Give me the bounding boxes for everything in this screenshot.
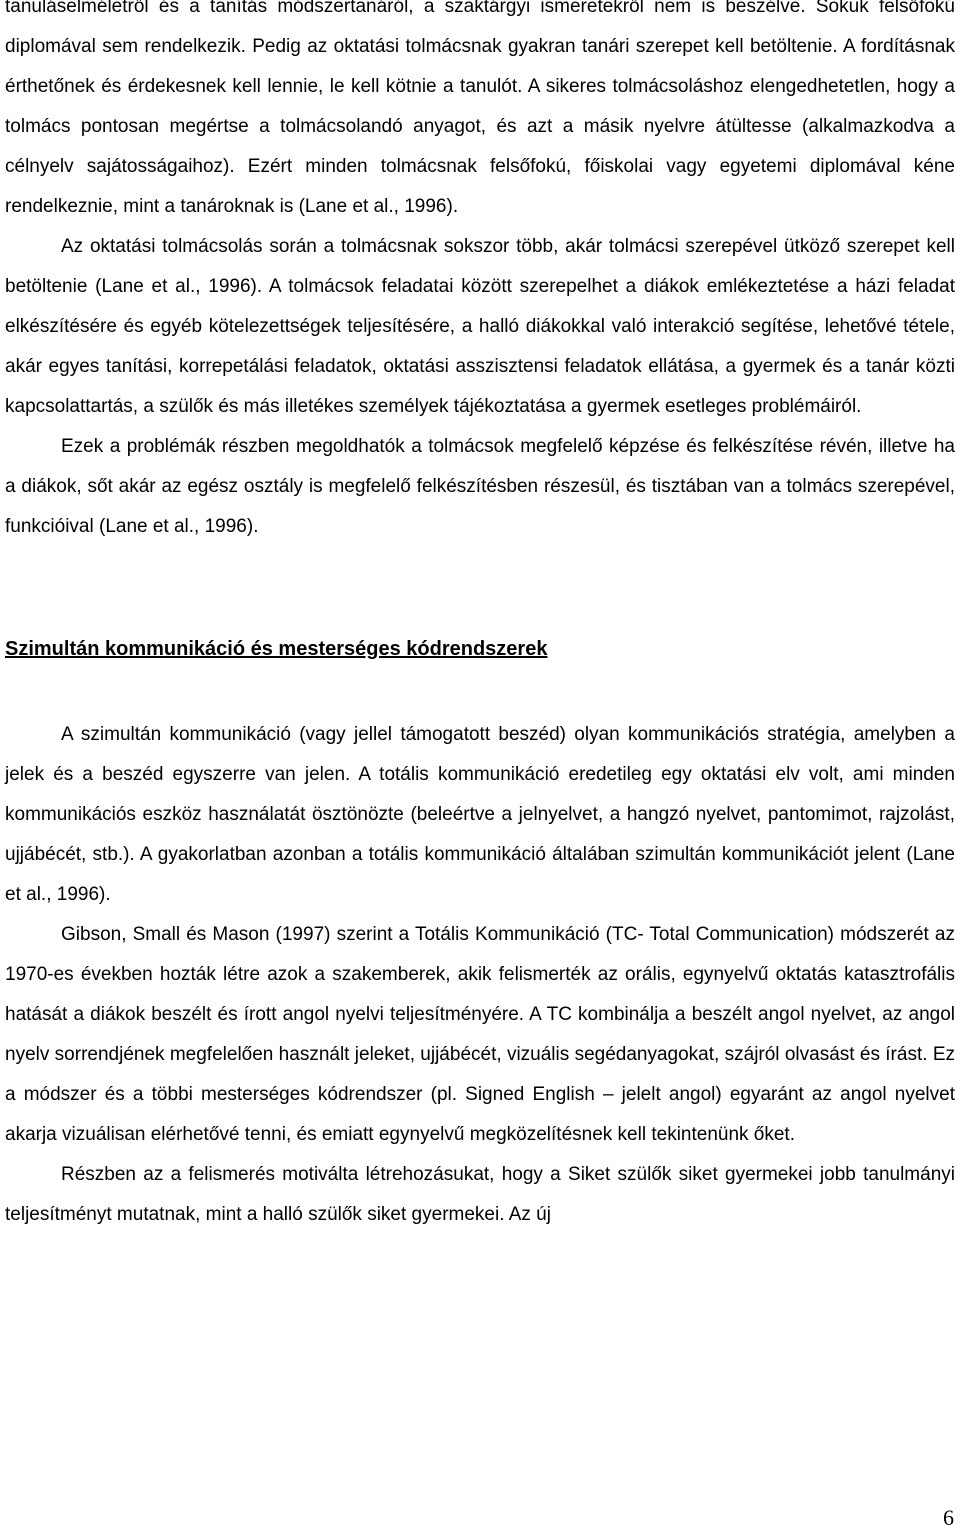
section-heading: Szimultán kommunikáció és mesterséges kódrendszerek [5, 638, 548, 660]
paragraph: Ezek a problémák részben megoldhatók a tolmácsok megfelelő képzése és felkészítése révén, illetve ha a diákok, sőt akár az egész osztály is megfelelő felkészítésben részesül, és tisztában van a tolmács szerepével, funkcióival (Lane et al., 1996). [5, 436, 955, 537]
paragraph: tanuláselméletről és a tanítás módszertanáról, a szaktárgyi ismeretekről nem is beszélve. Sokuk felsőfokú diplomával sem rendelkezik. Pedig az oktatási tolmácsnak gyakran tanári szerepet kell betöltenie. A fordításnak érthetőnek és érdekesnek kell lennie, le kell kötnie a tanulót. A sikeres tolmácsoláshoz elengedhetetlen, hogy a tolmács pontosan megértse a tolmácsolandó anyagot, és azt a másik nyelvre átültesse (alkalmazkodva a célnyelv sajátosságaihoz). Ezért minden tolmácsnak felsőfokú, főiskolai vagy egyetemi diplomával kéne rendelkeznie, mint a tanároknak is (Lane et al., 1996). [5, 0, 955, 217]
paragraph: Gibson, Small és Mason (1997) szerint a Totális Kommunikáció (TC- Total Communication) módszerét az 1970-es években hozták létre azok a szakemberek, akik felismerték az orális, egynyelvű oktatás katasztrofális hatását a diákok beszélt és írott angol nyelvi teljesítményére. A TC kombinálja a beszélt angol nyelvet, az angol nyelv sorrendjének megfelelően használt jeleket, ujjábécét, vizuális segédanyagokat, szájról olvasást és írást. Ez a módszer és a többi mesterséges kódrendszer (pl. Signed English – jelelt angol) egyaránt az angol nyelvet akarja vizuálisan elérhetővé tenni, és emiatt egynyelvű megközelítésnek kell tekintenünk őket. [5, 924, 955, 1145]
paragraph: Részben az a felismerés motiválta létrehozásukat, hogy a Siket szülők siket gyermekei jobb tanulmányi teljesítményt mutatnak, mint a halló szülők siket gyermekei. Az új [5, 1164, 955, 1225]
paragraph: Az oktatási tolmácsolás során a tolmácsnak sokszor több, akár tolmácsi szerepével ütköző szerepet kell betöltenie (Lane et al., 1996). A tolmácsok feladatai között szerepelhet a diákok emlékeztetése a házi feladat elkészítésére és egyéb kötelezettségek teljesítésére, a halló diákokkal való interakció segítése, lehetővé tétele, akár egyes tanítási, korrepetálási feladatok, oktatási asszisztensi feladatok ellátása, a gyermek és a tanár közti kapcsolattartás, a szülők és más illetékes személyek tájékoztatása a gyermek esetleges problémáiról. [5, 236, 955, 417]
page-number: 6 [943, 1505, 954, 1530]
document-page [5, 0, 955, 1235]
paragraph: A szimultán kommunikáció (vagy jellel támogatott beszéd) olyan kommunikációs stratégia, amelyben a jelek és a beszéd egyszerre van jelen. A totális kommunikáció eredetileg egy oktatási elv volt, ami minden kommunikációs eszköz használatát ösztönözte (beleértve a jelnyelvet, a hangzó nyelvet, pantomimot, rajzolást, ujjábécét, stb.). A gyakorlatban azonban a totális kommunikáció általában szimultán kommunikációt jelent (Lane et al., 1996). [5, 724, 955, 905]
